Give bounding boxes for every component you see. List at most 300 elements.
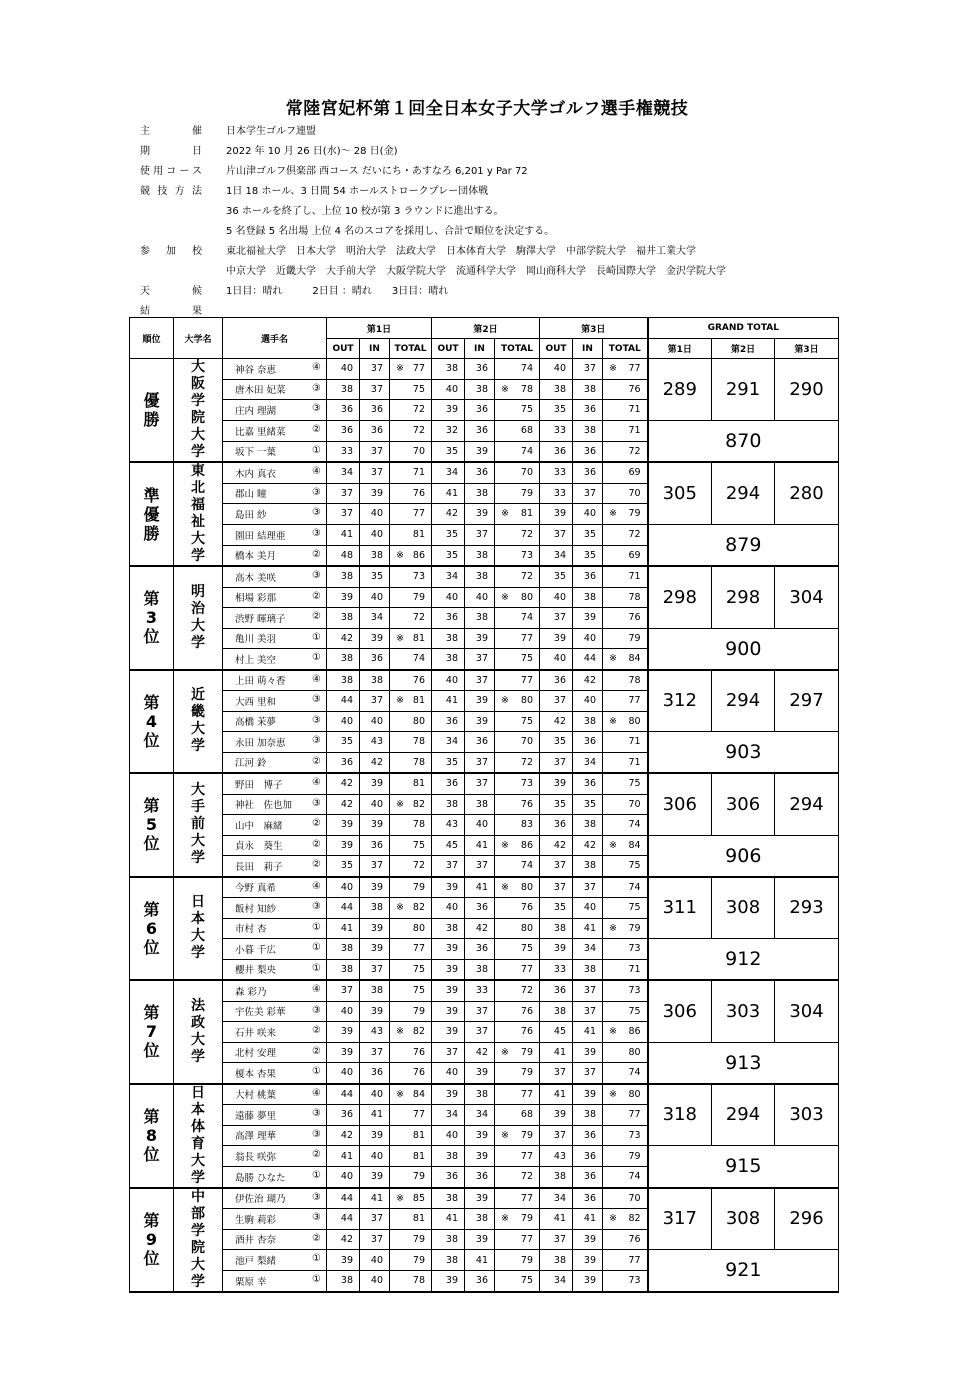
rank-char: 7: [145, 1022, 158, 1042]
team-day-total: 304: [775, 980, 839, 1042]
table-row: [130, 462, 839, 483]
dropped-score-mark: ※: [396, 363, 404, 375]
round-total-value: 81: [412, 778, 425, 790]
info-value: 東北福祉大学 日本大学 明治大学 法政大学 日本体育大学 駒澤大学 中部学院大学 福井工業大学: [226, 246, 696, 257]
rank-char: 勝: [143, 410, 160, 429]
in-score: 40: [360, 587, 390, 608]
round-total-value: 82: [412, 798, 425, 810]
in-score: 36: [465, 462, 495, 483]
round-total-value: 72: [520, 529, 533, 540]
player-name: 園田 結理亜: [235, 530, 286, 542]
in-score: 37: [465, 856, 495, 877]
round-total: [603, 1042, 648, 1063]
in-score: 41: [360, 1105, 390, 1126]
out-score: 42: [327, 628, 360, 649]
round-total-value: 73: [412, 571, 425, 583]
in-score: 38: [573, 587, 603, 608]
round-total-value: 72: [412, 425, 425, 436]
university-char: 福: [191, 497, 205, 513]
in-score: 37: [465, 1022, 495, 1043]
round-total-value: 79: [520, 1213, 533, 1225]
in-score: 37: [573, 359, 603, 380]
player-name: 野田 博子: [235, 779, 283, 791]
university-char: 日: [191, 1084, 205, 1101]
in-score: 37: [465, 670, 495, 691]
university-char: 大: [191, 617, 205, 634]
university-char: 東: [191, 463, 205, 479]
round-total-value: 75: [628, 902, 641, 914]
round-total-value: 86: [520, 839, 533, 851]
round-total-value: 74: [628, 881, 641, 893]
round-total: [495, 877, 540, 898]
in-score: 41: [360, 1188, 390, 1209]
round-total-value: 80: [628, 1088, 641, 1100]
round-total-value: 79: [520, 1129, 533, 1141]
out-score: 37: [540, 1229, 573, 1250]
dropped-score-mark: ※: [501, 508, 509, 520]
out-score: 44: [327, 691, 360, 712]
round-total-value: 72: [628, 445, 641, 457]
player-cell: [223, 1229, 327, 1250]
table-row: [130, 1146, 839, 1167]
player-name: 長田 莉子: [235, 861, 283, 873]
round-total: [603, 1001, 648, 1022]
round-total: [603, 1229, 648, 1250]
round-total-value: 75: [520, 943, 533, 955]
in-score: 42: [465, 918, 495, 939]
university-char: 大: [191, 833, 205, 850]
player-name: 唐木田 妃菜: [235, 385, 286, 397]
dropped-score-mark: ※: [609, 363, 617, 375]
dropped-score-mark: ※: [501, 383, 509, 395]
player-name: 郡山 瞳: [235, 489, 267, 501]
in-score: 38: [465, 1209, 495, 1230]
round-total-value: 70: [412, 445, 425, 457]
round-total: [495, 918, 540, 939]
out-score: 42: [327, 1229, 360, 1250]
in-score: 36: [573, 462, 603, 483]
out-score: 38: [432, 359, 465, 380]
in-score: 37: [360, 1209, 390, 1230]
round-total-value: 84: [628, 653, 641, 665]
in-score: 39: [573, 1250, 603, 1271]
round-total-value: 75: [628, 860, 641, 872]
round-total-value: 73: [520, 778, 533, 790]
in-score: 39: [360, 815, 390, 836]
in-score: 38: [573, 1105, 603, 1126]
rank-char: 6: [145, 918, 158, 938]
out-score: 36: [432, 608, 465, 629]
rank-char: 位: [143, 937, 160, 957]
university-char: 学: [191, 738, 205, 755]
university-char: 大: [191, 782, 205, 799]
player-name: 島田 紗: [235, 509, 267, 521]
player-name: 宇佐美 彩華: [235, 1007, 286, 1019]
player-cell: [223, 856, 327, 877]
player-cell: [223, 1271, 327, 1292]
table-row: [130, 980, 839, 1001]
round-total: [603, 1022, 648, 1043]
round-total-value: 77: [520, 674, 533, 686]
info-label: 競技方法: [140, 186, 202, 197]
player-grade: ③: [312, 486, 321, 498]
university-cell: [174, 462, 223, 566]
out-score: 36: [432, 1167, 465, 1188]
player-name: 生駒 莉彩: [235, 1214, 277, 1226]
out-score: 38: [327, 566, 360, 587]
in-score: 37: [465, 752, 495, 773]
round-total: [495, 670, 540, 691]
round-total-value: 76: [412, 487, 425, 499]
player-grade: ③: [312, 901, 321, 912]
university-char: 部: [191, 1205, 205, 1222]
team-day-total: 304: [775, 566, 839, 628]
university-char: 学: [191, 945, 205, 962]
player-name: 貞永 葵生: [235, 841, 283, 853]
round-total: [495, 608, 540, 629]
player-grade: ②: [312, 548, 321, 560]
round-total: [390, 359, 432, 380]
round-total-value: 73: [520, 549, 533, 561]
rank-char: 位: [143, 1249, 160, 1268]
round-total: [603, 794, 648, 815]
round-total: [390, 587, 432, 608]
out-score: 38: [432, 1146, 465, 1167]
round-total-value: 75: [520, 653, 533, 665]
round-total-value: 77: [628, 363, 641, 375]
player-cell: [223, 1146, 327, 1167]
round-total: [603, 856, 648, 877]
round-total: [390, 856, 432, 877]
round-total: [495, 1188, 540, 1209]
round-total-value: 80: [412, 715, 425, 727]
in-score: 43: [360, 732, 390, 753]
university-char: 畿: [191, 704, 205, 721]
player-name: 上田 萌々香: [235, 676, 286, 688]
round-total: [603, 877, 648, 898]
out-score: 39: [540, 1105, 573, 1126]
university-cell: [174, 877, 223, 981]
rank-cell: [130, 877, 174, 981]
dropped-score-mark: ※: [501, 839, 509, 851]
rank-char: 優: [143, 391, 160, 410]
university-char: 中: [191, 1188, 205, 1205]
rank-char: 3: [145, 608, 158, 628]
round-total-value: 80: [520, 922, 533, 934]
document-title: 常陸宮妃杯第１回全日本女子大学ゴルフ選手権競技: [285, 99, 689, 119]
university-char: 学: [191, 634, 205, 651]
rank-cell: [130, 359, 174, 463]
out-score: 39: [432, 939, 465, 960]
in-score: 39: [465, 691, 495, 712]
player-cell: [223, 359, 327, 380]
round-total: [390, 379, 432, 400]
header-grand-day1: 第1日: [648, 339, 712, 359]
header-player: 選手名: [223, 318, 327, 359]
header-total: TOTAL: [603, 339, 648, 359]
out-score: 40: [432, 587, 465, 608]
team-day-total: 296: [775, 1188, 839, 1250]
in-score: 42: [465, 1042, 495, 1063]
player-cell: [223, 1209, 327, 1230]
university-cell: [174, 566, 223, 670]
player-cell: [223, 752, 327, 773]
round-total-value: 77: [520, 1192, 533, 1204]
round-total: [495, 649, 540, 670]
out-score: 36: [540, 441, 573, 462]
rank-char: 勝: [143, 523, 160, 543]
round-total-value: 68: [520, 425, 533, 436]
in-score: 40: [360, 524, 390, 545]
round-total-value: 72: [520, 1171, 533, 1183]
in-score: 37: [360, 959, 390, 980]
in-score: 36: [465, 420, 495, 441]
out-score: 38: [327, 649, 360, 670]
round-total-value: 83: [520, 819, 533, 831]
info-label: 期 日: [140, 146, 202, 157]
round-total: [495, 379, 540, 400]
round-total-value: 79: [628, 1150, 641, 1162]
in-score: 37: [573, 483, 603, 504]
out-score: 38: [432, 649, 465, 670]
out-score: 44: [327, 1209, 360, 1230]
player-grade: ③: [312, 714, 321, 726]
out-score: 40: [432, 670, 465, 691]
out-score: 39: [432, 1022, 465, 1043]
university-char: 法: [191, 997, 205, 1014]
header-day1: 第1日: [327, 318, 432, 339]
player-cell: [223, 483, 327, 504]
round-total-value: 79: [412, 1171, 425, 1183]
round-total: [390, 691, 432, 712]
dropped-score-mark: ※: [609, 653, 617, 665]
in-score: 39: [465, 1229, 495, 1250]
round-total-value: 75: [412, 383, 425, 395]
round-total-value: 73: [628, 943, 641, 955]
player-grade: ②: [312, 818, 321, 829]
round-total: [495, 856, 540, 877]
player-name: 亀川 美羽: [235, 634, 277, 646]
round-total: [603, 420, 648, 441]
team-day-total: 318: [648, 1084, 712, 1146]
in-score: 34: [573, 939, 603, 960]
out-score: 38: [327, 959, 360, 980]
round-total: [495, 1167, 540, 1188]
table-row: [130, 835, 839, 856]
out-score: 35: [540, 898, 573, 919]
round-total-value: 78: [412, 756, 425, 768]
out-score: 42: [540, 711, 573, 732]
player-cell: [223, 400, 327, 421]
round-total: [603, 566, 648, 587]
in-score: 41: [573, 1209, 603, 1230]
player-name: 大村 桃葉: [235, 1090, 277, 1102]
player-cell: [223, 1022, 327, 1043]
in-score: 36: [465, 1167, 495, 1188]
in-score: 37: [465, 524, 495, 545]
round-total-value: 79: [412, 1233, 425, 1245]
team-grand-total: 912: [648, 939, 839, 981]
round-total: [603, 628, 648, 649]
round-total: [495, 1022, 540, 1043]
rank-char: 第: [143, 1003, 160, 1023]
round-total-value: 81: [412, 632, 425, 644]
player-grade: ①: [312, 1253, 321, 1264]
player-grade: ①: [312, 942, 321, 953]
round-total: [495, 898, 540, 919]
team-day-total: 294: [712, 1084, 775, 1146]
rank-char: 位: [143, 730, 160, 750]
round-total-value: 77: [412, 508, 425, 520]
player-cell: [223, 918, 327, 939]
round-total-value: 76: [520, 902, 533, 914]
round-total: [495, 1105, 540, 1126]
in-score: 37: [465, 773, 495, 794]
in-score: 39: [360, 773, 390, 794]
dropped-score-mark: ※: [396, 1088, 404, 1100]
in-score: 39: [573, 1084, 603, 1105]
in-score: 36: [465, 400, 495, 421]
player-grade: ②: [312, 1149, 321, 1160]
university-char: 院: [191, 1239, 205, 1256]
header-university: 大学名: [174, 318, 223, 359]
out-score: 39: [540, 628, 573, 649]
out-score: 38: [432, 794, 465, 815]
out-score: 37: [540, 856, 573, 877]
team-day-total: 293: [775, 877, 839, 939]
out-score: 40: [432, 1063, 465, 1084]
round-total: [603, 815, 648, 836]
round-total-value: 75: [520, 715, 533, 727]
player-grade: ③: [312, 1191, 321, 1203]
player-cell: [223, 1063, 327, 1084]
out-score: 35: [432, 441, 465, 462]
university-cell: [174, 1188, 223, 1292]
round-total-value: 72: [628, 529, 641, 540]
out-score: 48: [327, 545, 360, 566]
team-grand-total: 870: [648, 420, 839, 462]
round-total-value: 74: [520, 612, 533, 624]
round-total-value: 76: [628, 612, 641, 624]
round-total: [390, 980, 432, 1001]
out-score: 39: [432, 1084, 465, 1105]
round-total-value: 74: [628, 1067, 641, 1079]
round-total-value: 75: [520, 404, 533, 416]
team-day-total: 311: [648, 877, 712, 939]
rank-cell: [130, 670, 174, 774]
in-score: 38: [465, 483, 495, 504]
university-char: 学: [191, 548, 205, 564]
player-cell: [223, 773, 327, 794]
round-total-value: 72: [520, 985, 533, 997]
in-score: 40: [360, 504, 390, 525]
in-score: 36: [573, 566, 603, 587]
in-score: 38: [465, 794, 495, 815]
player-name: 飯村 知紗: [235, 903, 277, 915]
university-char: 学: [191, 1273, 205, 1290]
round-total: [390, 504, 432, 525]
out-score: 44: [327, 1188, 360, 1209]
in-score: 39: [573, 608, 603, 629]
university-char: 大: [191, 1031, 205, 1048]
in-score: 36: [573, 1167, 603, 1188]
player-name: 庄内 理湖: [235, 405, 277, 417]
round-total-value: 74: [520, 860, 533, 872]
round-total: [495, 524, 540, 545]
round-total: [390, 939, 432, 960]
round-total: [603, 918, 648, 939]
dropped-score-mark: ※: [501, 695, 509, 707]
university-char: 大: [191, 1256, 205, 1273]
player-name: 島勝 ひなた: [235, 1172, 286, 1184]
in-score: 37: [360, 462, 390, 483]
player-grade: ④: [312, 362, 321, 373]
player-grade: ③: [312, 1004, 321, 1016]
round-total-value: 86: [412, 549, 425, 561]
out-score: 42: [432, 504, 465, 525]
round-total-value: 75: [412, 839, 425, 851]
university-char: 学: [191, 1048, 205, 1065]
player-name: 木内 真衣: [235, 468, 277, 480]
out-score: 40: [327, 359, 360, 380]
table-row: [130, 939, 839, 960]
player-name: 橋本 美月: [235, 551, 277, 563]
player-grade: ③: [312, 570, 321, 581]
in-score: 38: [573, 959, 603, 980]
round-total: [603, 898, 648, 919]
out-score: 37: [540, 691, 573, 712]
out-score: 41: [432, 483, 465, 504]
in-score: 38: [573, 420, 603, 441]
round-total: [495, 1042, 540, 1063]
results-body: [130, 359, 839, 1292]
out-score: 33: [327, 441, 360, 462]
round-total: [390, 1001, 432, 1022]
team-day-total: 297: [775, 670, 839, 732]
out-score: 38: [327, 1271, 360, 1292]
in-score: 36: [465, 359, 495, 380]
round-total-value: 72: [412, 612, 425, 624]
round-total: [390, 1209, 432, 1230]
player-grade: ③: [312, 735, 321, 746]
team-day-total: 308: [712, 1188, 775, 1250]
in-score: 38: [360, 670, 390, 691]
in-score: 36: [360, 400, 390, 421]
round-total-value: 79: [628, 632, 641, 644]
round-total: [495, 711, 540, 732]
round-total: [390, 1229, 432, 1250]
player-cell: [223, 959, 327, 980]
round-total: [603, 483, 648, 504]
out-score: 37: [540, 877, 573, 898]
round-total-value: 73: [628, 1275, 641, 1287]
header-out: OUT: [540, 339, 573, 359]
round-total-value: 70: [628, 798, 641, 810]
player-grade: ③: [312, 382, 321, 394]
round-total: [603, 773, 648, 794]
in-score: 36: [360, 649, 390, 670]
round-total-value: 76: [520, 798, 533, 810]
dropped-score-mark: ※: [501, 881, 509, 893]
round-total: [495, 628, 540, 649]
university-char: 本: [191, 1101, 205, 1118]
team-grand-total: 879: [648, 524, 839, 566]
round-total-value: 71: [628, 571, 641, 583]
out-score: 37: [432, 1042, 465, 1063]
in-score: 34: [573, 752, 603, 773]
round-total-value: 81: [412, 529, 425, 540]
in-score: 36: [573, 441, 603, 462]
